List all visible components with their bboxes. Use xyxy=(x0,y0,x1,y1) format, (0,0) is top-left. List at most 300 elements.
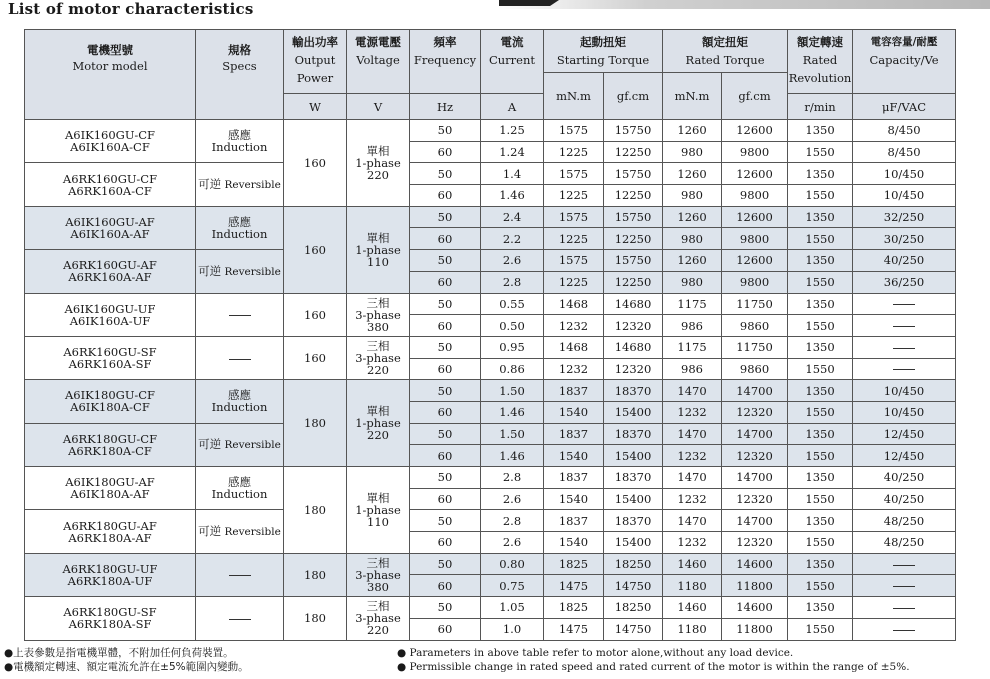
frequency-cell: 50 xyxy=(410,336,481,358)
rated-speed-cell: 1550 xyxy=(788,488,853,510)
current-cell: 2.8 xyxy=(481,467,544,489)
table-row xyxy=(25,120,956,142)
starting-gfcm-cell: 15750 xyxy=(604,206,663,228)
starting-mnm-cell: 1225 xyxy=(544,228,604,250)
table-row xyxy=(25,597,956,619)
rated-speed-cell: 1350 xyxy=(788,206,853,228)
frequency-cell: 50 xyxy=(410,553,481,575)
voltage-zh: 三相 xyxy=(366,599,390,614)
rated-gfcm-cell: 12600 xyxy=(722,250,788,272)
current-cell: 1.0 xyxy=(481,618,544,640)
model-name: A6RK160GU-SF xyxy=(63,345,157,360)
rated-speed-cell: 1550 xyxy=(788,445,853,467)
voltage-v: 220 xyxy=(367,363,389,378)
spec-zh: 可逆 xyxy=(198,263,222,278)
not-applicable-dash xyxy=(893,608,915,609)
starting-mnm-cell: 1825 xyxy=(544,553,604,575)
starting-mnm-cell: 1837 xyxy=(544,467,604,489)
rated-gfcm-cell: 14700 xyxy=(722,423,788,445)
starting-gfcm-cell: 18370 xyxy=(604,467,663,489)
model-cell xyxy=(25,206,196,249)
model-name: A6RK160GU-AF xyxy=(63,258,157,273)
footnote-zh-1: ●上表參數是指電機單體，不附加任何負荷裝置。 xyxy=(4,647,234,659)
starting-mnm-cell: 1468 xyxy=(544,336,604,358)
model-name: A6RK180A-CF xyxy=(68,443,152,458)
starting-gfcm-cell: 15750 xyxy=(604,250,663,272)
rated-speed-cell: 1550 xyxy=(788,575,853,597)
model-name: A6RK160A-AF xyxy=(68,270,152,285)
rated-gfcm-cell: 11750 xyxy=(722,336,788,358)
voltage-zh: 單相 xyxy=(366,143,390,158)
unit-starting-mnm: mN.m xyxy=(544,73,604,120)
spec-cell xyxy=(196,597,284,640)
voltage-v: 220 xyxy=(367,623,389,638)
rated-gfcm-cell: 14700 xyxy=(722,467,788,489)
spec-en: Induction xyxy=(211,140,268,155)
rated-mnm-cell: 980 xyxy=(663,141,722,163)
unit-capacitor: μF/VAC xyxy=(853,94,956,120)
not-applicable-dash xyxy=(229,315,251,316)
unit-frequency: Hz xyxy=(410,94,481,120)
rated-speed-cell: 1550 xyxy=(788,228,853,250)
rated-mnm-cell: 1470 xyxy=(663,380,722,402)
starting-gfcm-cell: 15400 xyxy=(604,401,663,423)
rated-mnm-cell: 1470 xyxy=(663,423,722,445)
starting-mnm-cell: 1540 xyxy=(544,488,604,510)
rated-gfcm-cell: 14600 xyxy=(722,597,788,619)
frequency-cell: 50 xyxy=(410,597,481,619)
table-row xyxy=(25,380,956,402)
model-name: A6IK180A-AF xyxy=(70,487,150,502)
rated-speed-cell: 1350 xyxy=(788,597,853,619)
frequency-cell: 60 xyxy=(410,358,481,380)
model-cell xyxy=(25,336,196,379)
voltage-phase: 3-phase xyxy=(355,611,401,626)
header-starting-torque: 起動扭矩 Starting Torque xyxy=(544,30,663,73)
motor-characteristics-table xyxy=(24,29,956,641)
rated-speed-cell: 1550 xyxy=(788,358,853,380)
voltage-cell xyxy=(347,553,410,596)
capacitor-cell: 12/450 xyxy=(853,423,956,445)
starting-gfcm-cell: 18370 xyxy=(604,423,663,445)
starting-mnm-cell: 1837 xyxy=(544,380,604,402)
starting-gfcm-cell: 15750 xyxy=(604,120,663,142)
current-cell: 0.95 xyxy=(481,336,544,358)
header-current: 電流 Current xyxy=(481,30,544,94)
capacitor-cell xyxy=(853,553,956,575)
model-name: A6RK180GU-SF xyxy=(63,605,157,620)
starting-mnm-cell: 1475 xyxy=(544,575,604,597)
rated-mnm-cell: 1232 xyxy=(663,401,722,423)
capacitor-cell: 10/450 xyxy=(853,163,956,185)
spec-zh: 可逆 xyxy=(198,177,222,192)
table-row xyxy=(25,510,956,532)
rated-speed-cell: 1550 xyxy=(788,271,853,293)
rated-gfcm-cell: 12320 xyxy=(722,401,788,423)
model-name: A6IK160GU-UF xyxy=(64,301,156,316)
spec-cell xyxy=(196,120,284,163)
spec-zh: 感應 xyxy=(228,388,251,403)
rated-gfcm-cell: 12600 xyxy=(722,206,788,228)
model-name: A6IK160GU-AF xyxy=(65,214,155,229)
voltage-phase: 3-phase xyxy=(355,307,401,322)
current-cell: 2.4 xyxy=(481,206,544,228)
spec-en: Reversible xyxy=(224,526,281,539)
model-name: A6IK180A-CF xyxy=(70,400,150,415)
power-cell: 180 xyxy=(284,553,347,596)
model-name: A6IK160A-CF xyxy=(70,140,150,155)
capacitor-cell xyxy=(853,575,956,597)
rated-speed-cell: 1350 xyxy=(788,467,853,489)
rated-speed-cell: 1350 xyxy=(788,120,853,142)
voltage-zh: 單相 xyxy=(366,490,390,505)
model-name: A6IK180GU-CF xyxy=(64,388,156,403)
capacitor-cell: 10/450 xyxy=(853,185,956,207)
starting-gfcm-cell: 15400 xyxy=(604,532,663,554)
voltage-v: 220 xyxy=(367,428,389,443)
footnote-en-2: ● Permissible change in rated speed and rated current of the motor is within the range of ±5%. xyxy=(397,660,910,673)
rated-mnm-cell: 980 xyxy=(663,185,722,207)
rated-mnm-cell: 1470 xyxy=(663,467,722,489)
model-cell xyxy=(25,250,196,293)
frequency-cell: 60 xyxy=(410,228,481,250)
table-row xyxy=(25,206,956,228)
decorative-header-bar xyxy=(499,0,990,9)
starting-mnm-cell: 1225 xyxy=(544,185,604,207)
current-cell: 1.05 xyxy=(481,597,544,619)
frequency-cell: 50 xyxy=(410,120,481,142)
rated-mnm-cell: 1175 xyxy=(663,336,722,358)
rated-speed-cell: 1550 xyxy=(788,185,853,207)
starting-gfcm-cell: 14680 xyxy=(604,293,663,315)
model-name: A6IK160GU-CF xyxy=(64,128,156,143)
capacitor-cell: 36/250 xyxy=(853,271,956,293)
rated-speed-cell: 1350 xyxy=(788,510,853,532)
table-row xyxy=(25,553,956,575)
rated-gfcm-cell: 9800 xyxy=(722,141,788,163)
voltage-phase: 1-phase xyxy=(355,502,401,517)
starting-gfcm-cell: 12250 xyxy=(604,185,663,207)
header-rated-torque: 額定扭矩 Rated Torque xyxy=(663,30,788,73)
rated-speed-cell: 1550 xyxy=(788,618,853,640)
spec-cell xyxy=(196,510,284,553)
rated-speed-cell: 1350 xyxy=(788,293,853,315)
table-row xyxy=(25,423,956,445)
power-cell: 180 xyxy=(284,597,347,640)
current-cell: 1.4 xyxy=(481,163,544,185)
starting-gfcm-cell: 12320 xyxy=(604,315,663,337)
spec-en: Reversible xyxy=(224,439,281,452)
frequency-cell: 60 xyxy=(410,488,481,510)
header-capacitor: 電容容量/耐壓 Capacity/Ve xyxy=(853,30,956,94)
starting-mnm-cell: 1575 xyxy=(544,250,604,272)
rated-gfcm-cell: 11800 xyxy=(722,575,788,597)
rated-speed-cell: 1550 xyxy=(788,401,853,423)
rated-gfcm-cell: 9800 xyxy=(722,185,788,207)
table-row xyxy=(25,163,956,185)
spec-en: Reversible xyxy=(224,179,281,192)
unit-output: W xyxy=(284,94,347,120)
not-applicable-dash xyxy=(893,304,915,305)
voltage-cell xyxy=(347,120,410,207)
not-applicable-dash xyxy=(893,565,915,566)
model-name: A6RK160GU-CF xyxy=(62,171,158,186)
model-name: A6IK180GU-AF xyxy=(65,475,155,490)
rated-gfcm-cell: 12320 xyxy=(722,532,788,554)
starting-mnm-cell: 1225 xyxy=(544,271,604,293)
rated-gfcm-cell: 12600 xyxy=(722,163,788,185)
starting-mnm-cell: 1540 xyxy=(544,532,604,554)
current-cell: 0.55 xyxy=(481,293,544,315)
starting-gfcm-cell: 15400 xyxy=(604,488,663,510)
rated-mnm-cell: 986 xyxy=(663,315,722,337)
model-name: A6RK180A-SF xyxy=(68,617,152,632)
voltage-v: 110 xyxy=(367,254,389,269)
model-cell xyxy=(25,467,196,510)
rated-mnm-cell: 1460 xyxy=(663,553,722,575)
rated-mnm-cell: 1232 xyxy=(663,488,722,510)
model-cell xyxy=(25,120,196,163)
rated-mnm-cell: 1260 xyxy=(663,120,722,142)
starting-mnm-cell: 1540 xyxy=(544,401,604,423)
starting-gfcm-cell: 12250 xyxy=(604,271,663,293)
unit-rated-mnm: mN.m xyxy=(663,73,722,120)
spec-cell xyxy=(196,163,284,206)
frequency-cell: 50 xyxy=(410,380,481,402)
voltage-cell xyxy=(347,206,410,293)
voltage-v: 380 xyxy=(367,579,389,594)
rated-speed-cell: 1550 xyxy=(788,141,853,163)
current-cell: 1.46 xyxy=(481,445,544,467)
voltage-phase: 1-phase xyxy=(355,416,401,431)
voltage-zh: 三相 xyxy=(366,339,390,354)
rated-speed-cell: 1350 xyxy=(788,380,853,402)
model-cell xyxy=(25,380,196,423)
frequency-cell: 50 xyxy=(410,467,481,489)
starting-gfcm-cell: 14750 xyxy=(604,618,663,640)
frequency-cell: 60 xyxy=(410,445,481,467)
rated-speed-cell: 1550 xyxy=(788,532,853,554)
spec-en: Induction xyxy=(211,487,268,502)
current-cell: 2.6 xyxy=(481,488,544,510)
voltage-v: 220 xyxy=(367,167,389,182)
not-applicable-dash xyxy=(893,369,915,370)
rated-mnm-cell: 1180 xyxy=(663,575,722,597)
starting-mnm-cell: 1468 xyxy=(544,293,604,315)
voltage-phase: 3-phase xyxy=(355,351,401,366)
voltage-zh: 單相 xyxy=(366,404,390,419)
starting-gfcm-cell: 18370 xyxy=(604,510,663,532)
voltage-cell xyxy=(347,467,410,554)
starting-gfcm-cell: 12320 xyxy=(604,358,663,380)
starting-gfcm-cell: 15400 xyxy=(604,445,663,467)
current-cell: 1.25 xyxy=(481,120,544,142)
table-row xyxy=(25,336,956,358)
rated-speed-cell: 1350 xyxy=(788,553,853,575)
spec-cell xyxy=(196,293,284,336)
rated-gfcm-cell: 14700 xyxy=(722,380,788,402)
rated-gfcm-cell: 9860 xyxy=(722,358,788,380)
capacitor-cell xyxy=(853,293,956,315)
starting-gfcm-cell: 14750 xyxy=(604,575,663,597)
spec-cell xyxy=(196,336,284,379)
model-cell xyxy=(25,293,196,336)
current-cell: 2.6 xyxy=(481,532,544,554)
frequency-cell: 50 xyxy=(410,423,481,445)
unit-rated-gfcm: gf.cm xyxy=(722,73,788,120)
rated-gfcm-cell: 11800 xyxy=(722,618,788,640)
starting-gfcm-cell: 18370 xyxy=(604,380,663,402)
voltage-v: 110 xyxy=(367,514,389,529)
rated-gfcm-cell: 12320 xyxy=(722,445,788,467)
frequency-cell: 50 xyxy=(410,163,481,185)
capacitor-cell: 10/450 xyxy=(853,380,956,402)
starting-mnm-cell: 1575 xyxy=(544,206,604,228)
frequency-cell: 50 xyxy=(410,293,481,315)
voltage-v: 380 xyxy=(367,319,389,334)
frequency-cell: 50 xyxy=(410,206,481,228)
spec-zh: 感應 xyxy=(228,475,251,490)
model-name: A6RK180A-UF xyxy=(67,573,153,588)
capacitor-cell: 8/450 xyxy=(853,120,956,142)
spec-cell xyxy=(196,423,284,466)
voltage-phase: 1-phase xyxy=(355,242,401,257)
header-output: 輸出功率 Output Power xyxy=(284,30,347,94)
frequency-cell: 60 xyxy=(410,532,481,554)
rated-mnm-cell: 980 xyxy=(663,228,722,250)
rated-gfcm-cell: 11750 xyxy=(722,293,788,315)
frequency-cell: 60 xyxy=(410,185,481,207)
frequency-cell: 60 xyxy=(410,618,481,640)
model-name: A6RK160A-CF xyxy=(68,183,152,198)
model-name: A6IK160A-UF xyxy=(69,313,151,328)
voltage-zh: 單相 xyxy=(366,230,390,245)
model-name: A6RK180GU-AF xyxy=(63,518,157,533)
rated-mnm-cell: 1180 xyxy=(663,618,722,640)
model-name: A6RK180A-AF xyxy=(68,530,152,545)
capacitor-cell: 40/250 xyxy=(853,467,956,489)
unit-rated-speed: r/min xyxy=(788,94,853,120)
header-model: 電機型號 Motor model xyxy=(25,30,196,120)
starting-mnm-cell: 1837 xyxy=(544,423,604,445)
table-row xyxy=(25,293,956,315)
power-cell: 160 xyxy=(284,336,347,379)
model-cell xyxy=(25,510,196,553)
not-applicable-dash xyxy=(893,326,915,327)
spec-zh: 感應 xyxy=(228,214,251,229)
spec-zh: 可逆 xyxy=(198,524,222,539)
voltage-cell xyxy=(347,380,410,467)
capacitor-cell xyxy=(853,597,956,619)
starting-mnm-cell: 1837 xyxy=(544,510,604,532)
spec-cell xyxy=(196,553,284,596)
starting-mnm-cell: 1825 xyxy=(544,597,604,619)
current-cell: 2.8 xyxy=(481,271,544,293)
rated-mnm-cell: 1232 xyxy=(663,445,722,467)
spec-en: Reversible xyxy=(224,265,281,278)
rated-speed-cell: 1550 xyxy=(788,315,853,337)
frequency-cell: 60 xyxy=(410,401,481,423)
spec-en: Induction xyxy=(211,400,268,415)
capacitor-cell: 40/250 xyxy=(853,488,956,510)
rated-speed-cell: 1350 xyxy=(788,163,853,185)
capacitor-cell: 8/450 xyxy=(853,141,956,163)
footnote-zh-2: ●電機額定轉速、額定電流允許在±5%範圍內變動。 xyxy=(4,660,249,673)
not-applicable-dash xyxy=(893,586,915,587)
footnote-en-1: ● Parameters in above table refer to motor alone,without any load device. xyxy=(397,647,794,659)
rated-mnm-cell: 1232 xyxy=(663,532,722,554)
rated-mnm-cell: 986 xyxy=(663,358,722,380)
rated-mnm-cell: 980 xyxy=(663,271,722,293)
rated-gfcm-cell: 12600 xyxy=(722,120,788,142)
spec-cell xyxy=(196,250,284,293)
model-cell xyxy=(25,553,196,596)
capacitor-cell xyxy=(853,618,956,640)
current-cell: 0.80 xyxy=(481,553,544,575)
starting-mnm-cell: 1232 xyxy=(544,315,604,337)
model-cell xyxy=(25,423,196,466)
table-row xyxy=(25,467,956,489)
not-applicable-dash xyxy=(229,619,251,620)
capacitor-cell: 32/250 xyxy=(853,206,956,228)
power-cell: 160 xyxy=(284,206,347,293)
not-applicable-dash xyxy=(229,575,251,576)
not-applicable-dash xyxy=(893,630,915,631)
frequency-cell: 60 xyxy=(410,141,481,163)
frequency-cell: 60 xyxy=(410,575,481,597)
page-title: List of motor characteristics xyxy=(8,0,254,18)
starting-mnm-cell: 1475 xyxy=(544,618,604,640)
header-specs: 規格 Specs xyxy=(196,30,284,120)
starting-gfcm-cell: 14680 xyxy=(604,336,663,358)
voltage-cell xyxy=(347,336,410,379)
rated-speed-cell: 1350 xyxy=(788,336,853,358)
rated-mnm-cell: 1470 xyxy=(663,510,722,532)
spec-cell xyxy=(196,206,284,249)
model-name: A6RK180GU-CF xyxy=(62,431,158,446)
model-name: A6RK160A-SF xyxy=(68,357,152,372)
model-cell xyxy=(25,597,196,640)
capacitor-cell: 40/250 xyxy=(853,250,956,272)
starting-gfcm-cell: 12250 xyxy=(604,228,663,250)
current-cell: 1.24 xyxy=(481,141,544,163)
model-cell xyxy=(25,163,196,206)
current-cell: 1.50 xyxy=(481,380,544,402)
current-cell: 0.75 xyxy=(481,575,544,597)
starting-mnm-cell: 1232 xyxy=(544,358,604,380)
capacitor-cell xyxy=(853,358,956,380)
header-frequency: 頻率 Frequency xyxy=(410,30,481,94)
starting-gfcm-cell: 18250 xyxy=(604,553,663,575)
rated-gfcm-cell: 14700 xyxy=(722,510,788,532)
voltage-cell xyxy=(347,597,410,640)
spec-zh: 感應 xyxy=(228,128,251,143)
rated-gfcm-cell: 14600 xyxy=(722,553,788,575)
starting-mnm-cell: 1575 xyxy=(544,163,604,185)
header-rated-speed: 額定轉速 Rated Revolution xyxy=(788,30,853,94)
power-cell: 180 xyxy=(284,380,347,467)
voltage-cell xyxy=(347,293,410,336)
capacitor-cell: 48/250 xyxy=(853,532,956,554)
frequency-cell: 50 xyxy=(410,510,481,532)
voltage-zh: 三相 xyxy=(366,295,390,310)
rated-mnm-cell: 1260 xyxy=(663,250,722,272)
capacitor-cell: 12/450 xyxy=(853,445,956,467)
rated-gfcm-cell: 9800 xyxy=(722,271,788,293)
rated-mnm-cell: 1260 xyxy=(663,206,722,228)
voltage-phase: 3-phase xyxy=(355,567,401,582)
capacitor-cell: 10/450 xyxy=(853,401,956,423)
